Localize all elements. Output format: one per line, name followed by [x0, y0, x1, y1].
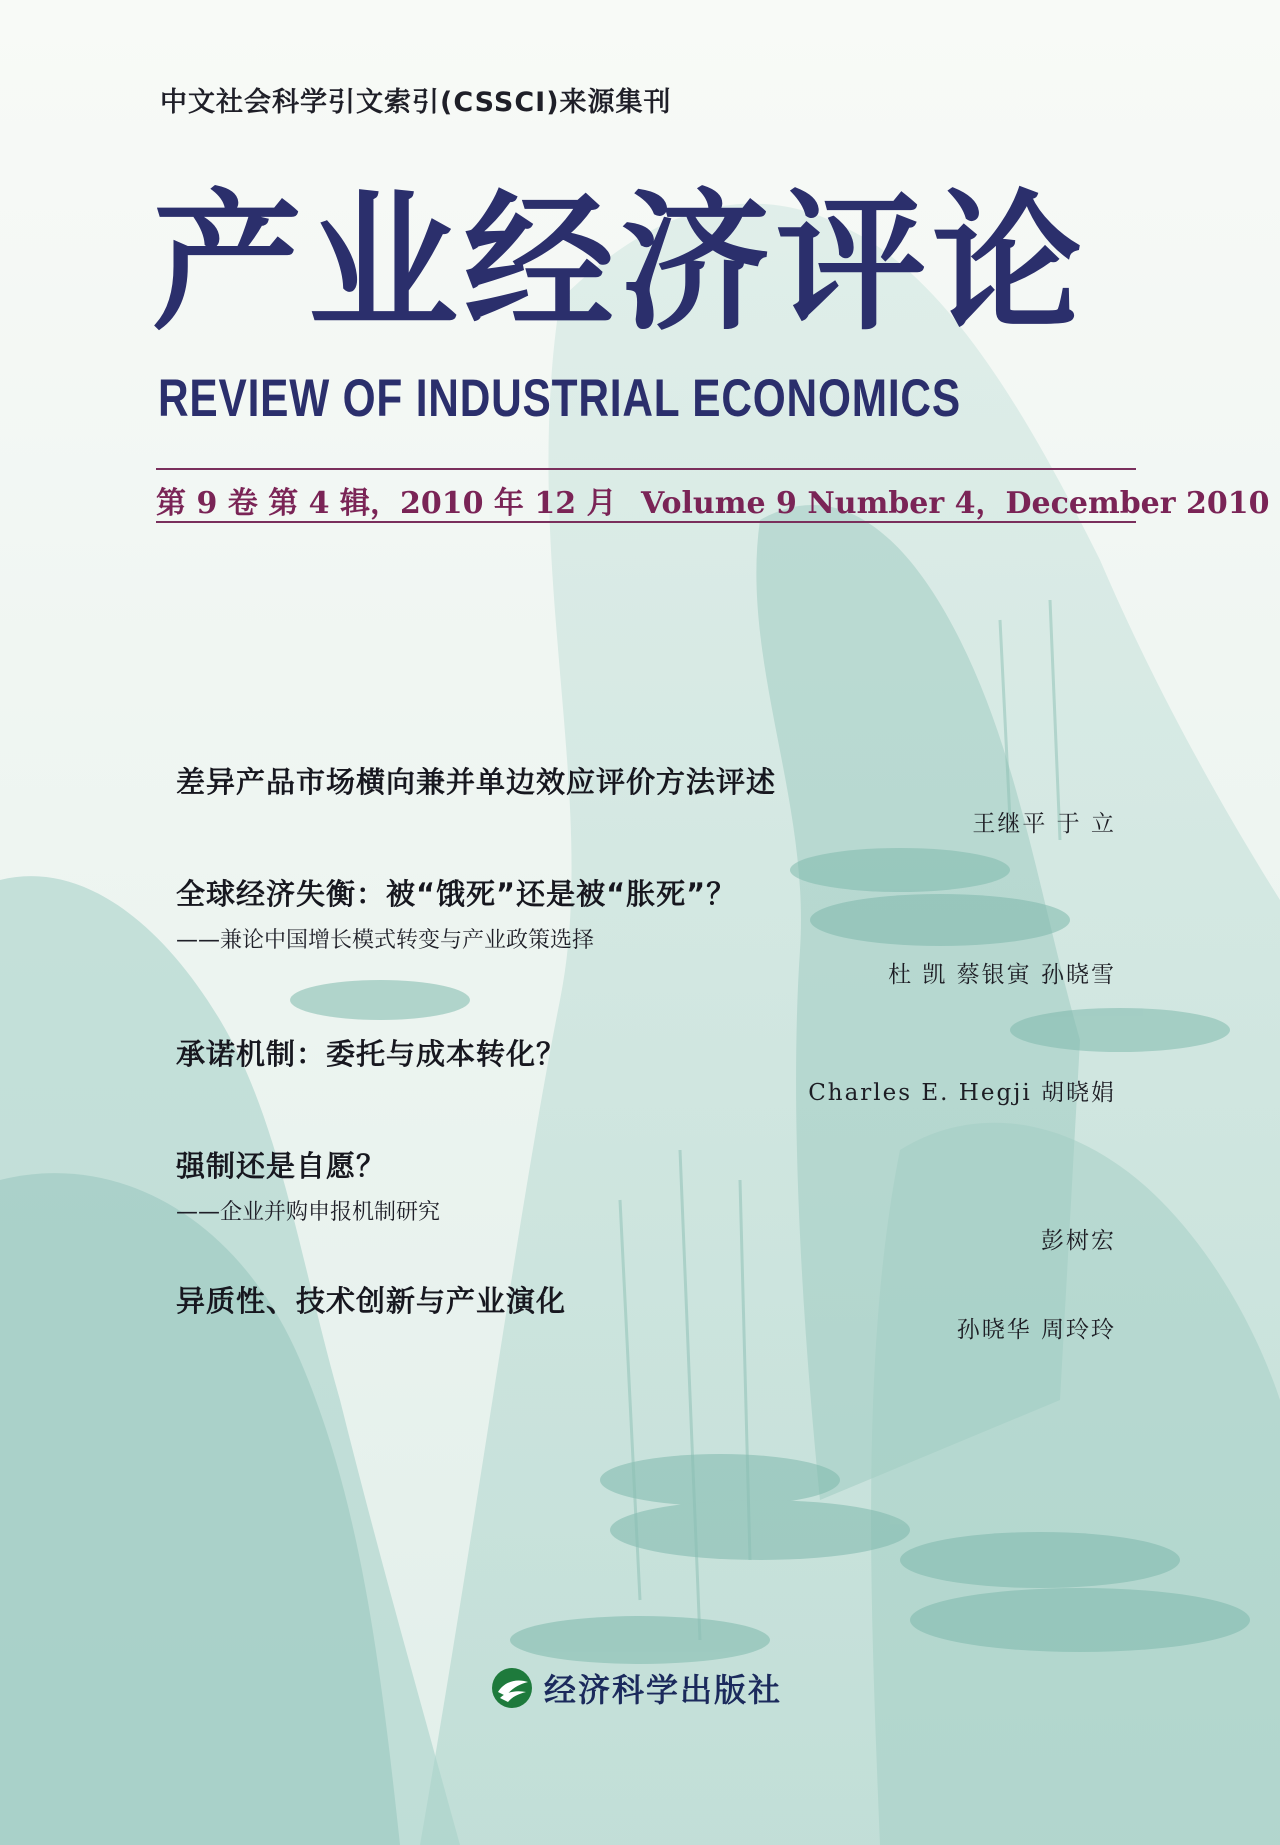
publisher-name: 经济科学出版社 [544, 1671, 783, 1709]
article-entry [176, 1279, 1116, 1359]
article-subtitle: ——企业并购申报机制研究 [176, 1200, 441, 1225]
article-entry [176, 1032, 1116, 1144]
article-entry [176, 760, 1116, 872]
article-entry [176, 1144, 1116, 1279]
article-subtitle: ——兼论中国增长模式转变与产业政策选择 [176, 928, 595, 953]
issue-rule-bottom [156, 521, 1136, 523]
article-title: 全球经济失衡：被“饿死”还是被“胀死”？ [176, 877, 737, 911]
article-title: 强制还是自愿？ [176, 1149, 387, 1183]
article-entry [176, 872, 1116, 1032]
article-authors: 杜 凯 蔡银寅 孙晓雪 [888, 962, 1116, 988]
article-authors: 王继平 于 立 [972, 811, 1116, 837]
publisher-logo-icon [490, 1666, 534, 1710]
publisher-block [490, 1665, 782, 1711]
article-authors: 孙晓华 周玲玲 [956, 1317, 1116, 1343]
issue-info [156, 478, 1280, 522]
article-title: 承诺机制：委托与成本转化？ [176, 1037, 567, 1071]
cssci-source-label: 中文社会科学引文索引(CSSCI)来源集刊 [160, 87, 672, 118]
issue-rule-top [156, 468, 1136, 470]
journal-title-chinese: 产业经济评论 [152, 175, 1089, 351]
article-title: 异质性、技术创新与产业演化 [176, 1284, 567, 1318]
article-authors: 彭树宏 [1041, 1228, 1116, 1254]
journal-title-english: REVIEW OF INDUSTRIAL ECONOMICS [158, 369, 961, 428]
table-of-contents [176, 760, 1116, 1359]
issue-info-english: Volume 9 Number 4，December 2010 [641, 486, 1270, 521]
article-title: 差异产品市场横向兼并单边效应评价方法评述 [176, 765, 777, 799]
article-authors: Charles E. Hegji 胡晓娟 [808, 1080, 1116, 1106]
issue-info-chinese: 第 9 卷 第 4 辑，2010 年 12 月 [156, 486, 617, 521]
